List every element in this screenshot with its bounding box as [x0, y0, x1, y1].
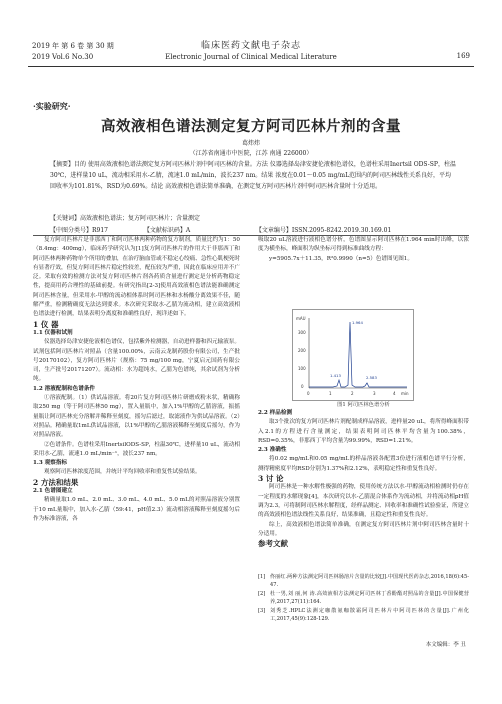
paragraph: 阿司匹林是一种水解性极强的药物，使用传统方法以水-甲醇流动相检测时仍存在一定程度的水解现象[4]，本次研究以水-乙腈混合体系作为流动相，并将流动相pH值调为2.3，可将制阿司匹林水解程度，经样品测定、回收率和准确性试验验证，所建立的高效液相色谱法线性关系良好，结果准确，且稳定性和重复性良好。 [258, 484, 469, 519]
peak-label: 1.964 [352, 320, 363, 325]
reference-text: 佟丽红.两种方法测定阿司匹林肠溶片含量的比较[J].中国现代医药杂志,2016,18(6):45-47. [270, 574, 469, 589]
paragraph: y=5905.7x＋11.35，R²0.9990（n=5）色谱图见图1。 [269, 255, 413, 262]
x-tick: 0 [307, 391, 310, 396]
paragraph: 精确量取1.0 mL、2.0 mL、3.0 mL、4.0 mL、5.0 mL的对照品溶液分别置于10 mL量瓶中，加入水-乙腈（59:41，pH值2.3）流动相溶液稀释至刻度摇匀后作为标准溶液，各 [33, 497, 240, 522]
paragraph: 吸取20 uL溶液进行液相色谱分析，色谱图显示阿司匹林在1.964 min时出峰，以浓度为横坐标，峰面积为纵坐标可得到标准曲线方程： [258, 237, 469, 253]
paragraph: ①溶液配制。（1）供试品溶液。将20片复方阿司匹林片研磨成粉末状，精确称取250 mg（等于阿司匹林50 mg），置入量瓶中，加入1%甲醇的乙腈溶液，振摇量瓶让阿司匹林充分溶解并稀释至刻度，摇匀后滤过，取滤液作为供试品溶液。（2）对照品。精确量取1mL供试品溶液，以1%甲醇的乙腈溶液稀释至刻度后摇匀，作为对照品溶液。 [33, 395, 240, 439]
section-heading: 1 仪 器 [33, 319, 59, 329]
document-code: 【文献标识码】A [143, 227, 191, 234]
peak-label: 2.583 [366, 375, 377, 380]
author: 葛炜炜 [241, 140, 260, 147]
chromatogram-figure [292, 309, 414, 401]
reference-number: [2] [258, 590, 266, 597]
paragraph: ②色谱条件。色谱柱采用InertsilODS-SP，柱温30℃，进样量10 uL，流动相采用水-乙腈，流速1.0 mL/min⁻¹，波长237 nm。 [33, 441, 240, 457]
references-list [258, 573, 469, 623]
issue-en: 2019 Vol.6 No.30 [32, 53, 94, 61]
reference-item [258, 573, 469, 590]
y-tick: 0 [301, 384, 304, 389]
article-title: 高效液相色谱法测定复方阿司匹林片剂的含量 [101, 118, 401, 135]
right-column-top [258, 236, 469, 264]
keywords: 【关键词】高效液相色谱法；复方阿司匹林片；含量测定 [50, 215, 201, 222]
chromatogram-trace [309, 322, 407, 387]
subsection-heading: 2.1 色谱图建立 [33, 488, 73, 495]
y-tick: 100 [298, 366, 306, 371]
y-tick: 200 [298, 348, 306, 353]
reference-text: 杜一男,刘 丽,何 涛.高效液相方法测定阿司匹林丁香酚酯对照品的含量[J].中国保健营养,2017,27(11):164. [270, 590, 469, 606]
subsection-heading: 1.2 溶液配制和色谱条件 [33, 385, 96, 392]
editor-note: 本文编辑：李 丑 [425, 642, 466, 648]
peak-label: 1.413 [330, 373, 341, 378]
x-tick: 4 [393, 391, 396, 396]
subsection-heading: 1.3 观察指标 [33, 460, 68, 467]
journal-name-cn: 临床医药文献电子杂志 [200, 41, 301, 51]
section-heading: 2 方法和结果 [33, 477, 79, 487]
section-tag: ·实验研究· [33, 101, 71, 111]
reference-number: [3] [258, 607, 266, 614]
y-axis-unit: mAU [296, 316, 306, 321]
x-tick: 3 [373, 391, 376, 396]
paragraph: 观察阿司匹林浓度范围，并统计平均回收率和重复性试验结果。 [44, 469, 201, 476]
subsection-heading: 1.1 仪器和试剂 [33, 329, 73, 336]
reference-item [258, 590, 469, 607]
reference-text: 刘秀芝.HPLC法测定咖散氨咖散霜阿司匹林片中阿司匹林的含量[J].广州化工,2017,45(9):128-129. [270, 607, 469, 623]
right-column-bottom [258, 409, 469, 548]
paragraph: 综上，高效液相色谱法简单准确，在测定复方阿司匹林片剂中阿司匹林含量时十分适用。 [258, 521, 469, 537]
abstract: 【摘要】目的 使用高效液相色谱法测定复方阿司匹林片剂中阿司匹林的含量。方法 仪器选择岛津安捷伦液相色谱仪，色谱柱采用Inertsil ODS-SP，柱温30℃，进样量10 uL，流动相采用水-乙腈，流速1.0 mL/min，波长237 nm。结果 浓度在0.01～0.05 mg/mL范围内的阿司匹林线性关系良好，平均回收率为101.81%，RSD为0.69%。结论 高效液相色谱法简单准确，在测定复方阿司匹林片剂中阿司匹林含量时十分适用。 [50, 161, 456, 190]
figure-caption: 图1 阿司匹林色谱分析 [337, 402, 390, 408]
header-divider [28, 66, 474, 67]
x-tick: 1 [329, 391, 332, 396]
y-tick: 300 [298, 330, 306, 335]
journal-name [0, 41, 502, 63]
affiliation: （江苏省南通市中医院，江苏 南通 226000） [189, 150, 313, 157]
section-heading: 参考文献 [258, 539, 288, 549]
reference-item [258, 607, 469, 624]
issue-cn: 2019 年 第 6 卷 第 30 期 [32, 42, 114, 50]
paragraph: 取3个批次的复方阿司匹林片剂配制成样品溶液，进样量20 uL，将所得峰面积带入2.1的方程进行含量测定，结果表明阿司匹林平均含量为100.38%，RSD=0.35%，非那西丁平均含量为99.99%，RSD=1.21%。 [258, 419, 469, 444]
journal-name-en: Electronic Journal of Clinical Medical Literature [165, 53, 337, 61]
paragraph: 将0.02 mg/mL和0.05 mg/mL的样品溶液各配置3份进行液相色谱平行分析，测得精密度平均RSD分别为1.37%和2.12%，表明稳定性和重复性良好。 [258, 456, 469, 472]
paragraph: 复方阿司匹林片是非那西丁和阿司匹林两种药物的复方制剂，质量比约为1：50（8.4mg：400mg），临床药学研究认为[1]复方阿司匹林片的作用大于非那西丁和阿司匹林两种药物单个所用的叠加，在治疗脑血管或不稳定心绞痛、急性心肌梗死时有显著疗效，但复方阿司匹林片稳定性较差，配伍较为严重，因此在临床应用并不广泛。采取有效的检测方法对复方阿司匹林片剂各药质含量进行测定是分析药物稳定性，提高用药合理性的基础前提。有研究指出[2-3]使用高效液相色谱法能准确测定阿司匹林含量，但采用水-甲醇的流动相体系时阿司匹林和水杨酸分离效果不佳，随解严重，检测精确度无法达到要求。本次研究采取水-乙腈为流动相，建立高效液相色谱法进行检测，结果表明分离度和准确性良好，现详述如下。 [33, 237, 240, 318]
paragraph: 仪器选择岛津安捷伦液相色谱仪，包括紫外检测器，自动进样器和四元输液泵。试剂包括阿司匹林片对照品（含量100.00%，云南云龙制药股份有限公司，生产批号20170102），复方阿司匹林片（规格：75 mg/100 mg，宁夏启元国药有限公司，生产批号20171207）。流动相：水为超纯水，乙腈为色谱纯，其余试剂为分析纯。 [33, 339, 240, 383]
section-heading: 3 讨 论 [258, 474, 284, 484]
clc-number: 【中图分类号】R917 [50, 227, 108, 234]
article-identifiers [50, 225, 456, 234]
reference-number: [1] [258, 574, 266, 580]
subsection-heading: 2.3 准确性 [258, 447, 287, 454]
page-number: 169 [456, 52, 470, 60]
x-tick: 2 [351, 391, 354, 396]
left-column [33, 236, 240, 524]
subsection-heading: 2.2 样品检测 [258, 410, 293, 416]
chromatogram-plot [293, 310, 413, 400]
article-number: 【文章编号】ISSN.2095-8242.2019.30.169.01 [255, 227, 392, 234]
x-axis-unit: min [401, 391, 409, 396]
